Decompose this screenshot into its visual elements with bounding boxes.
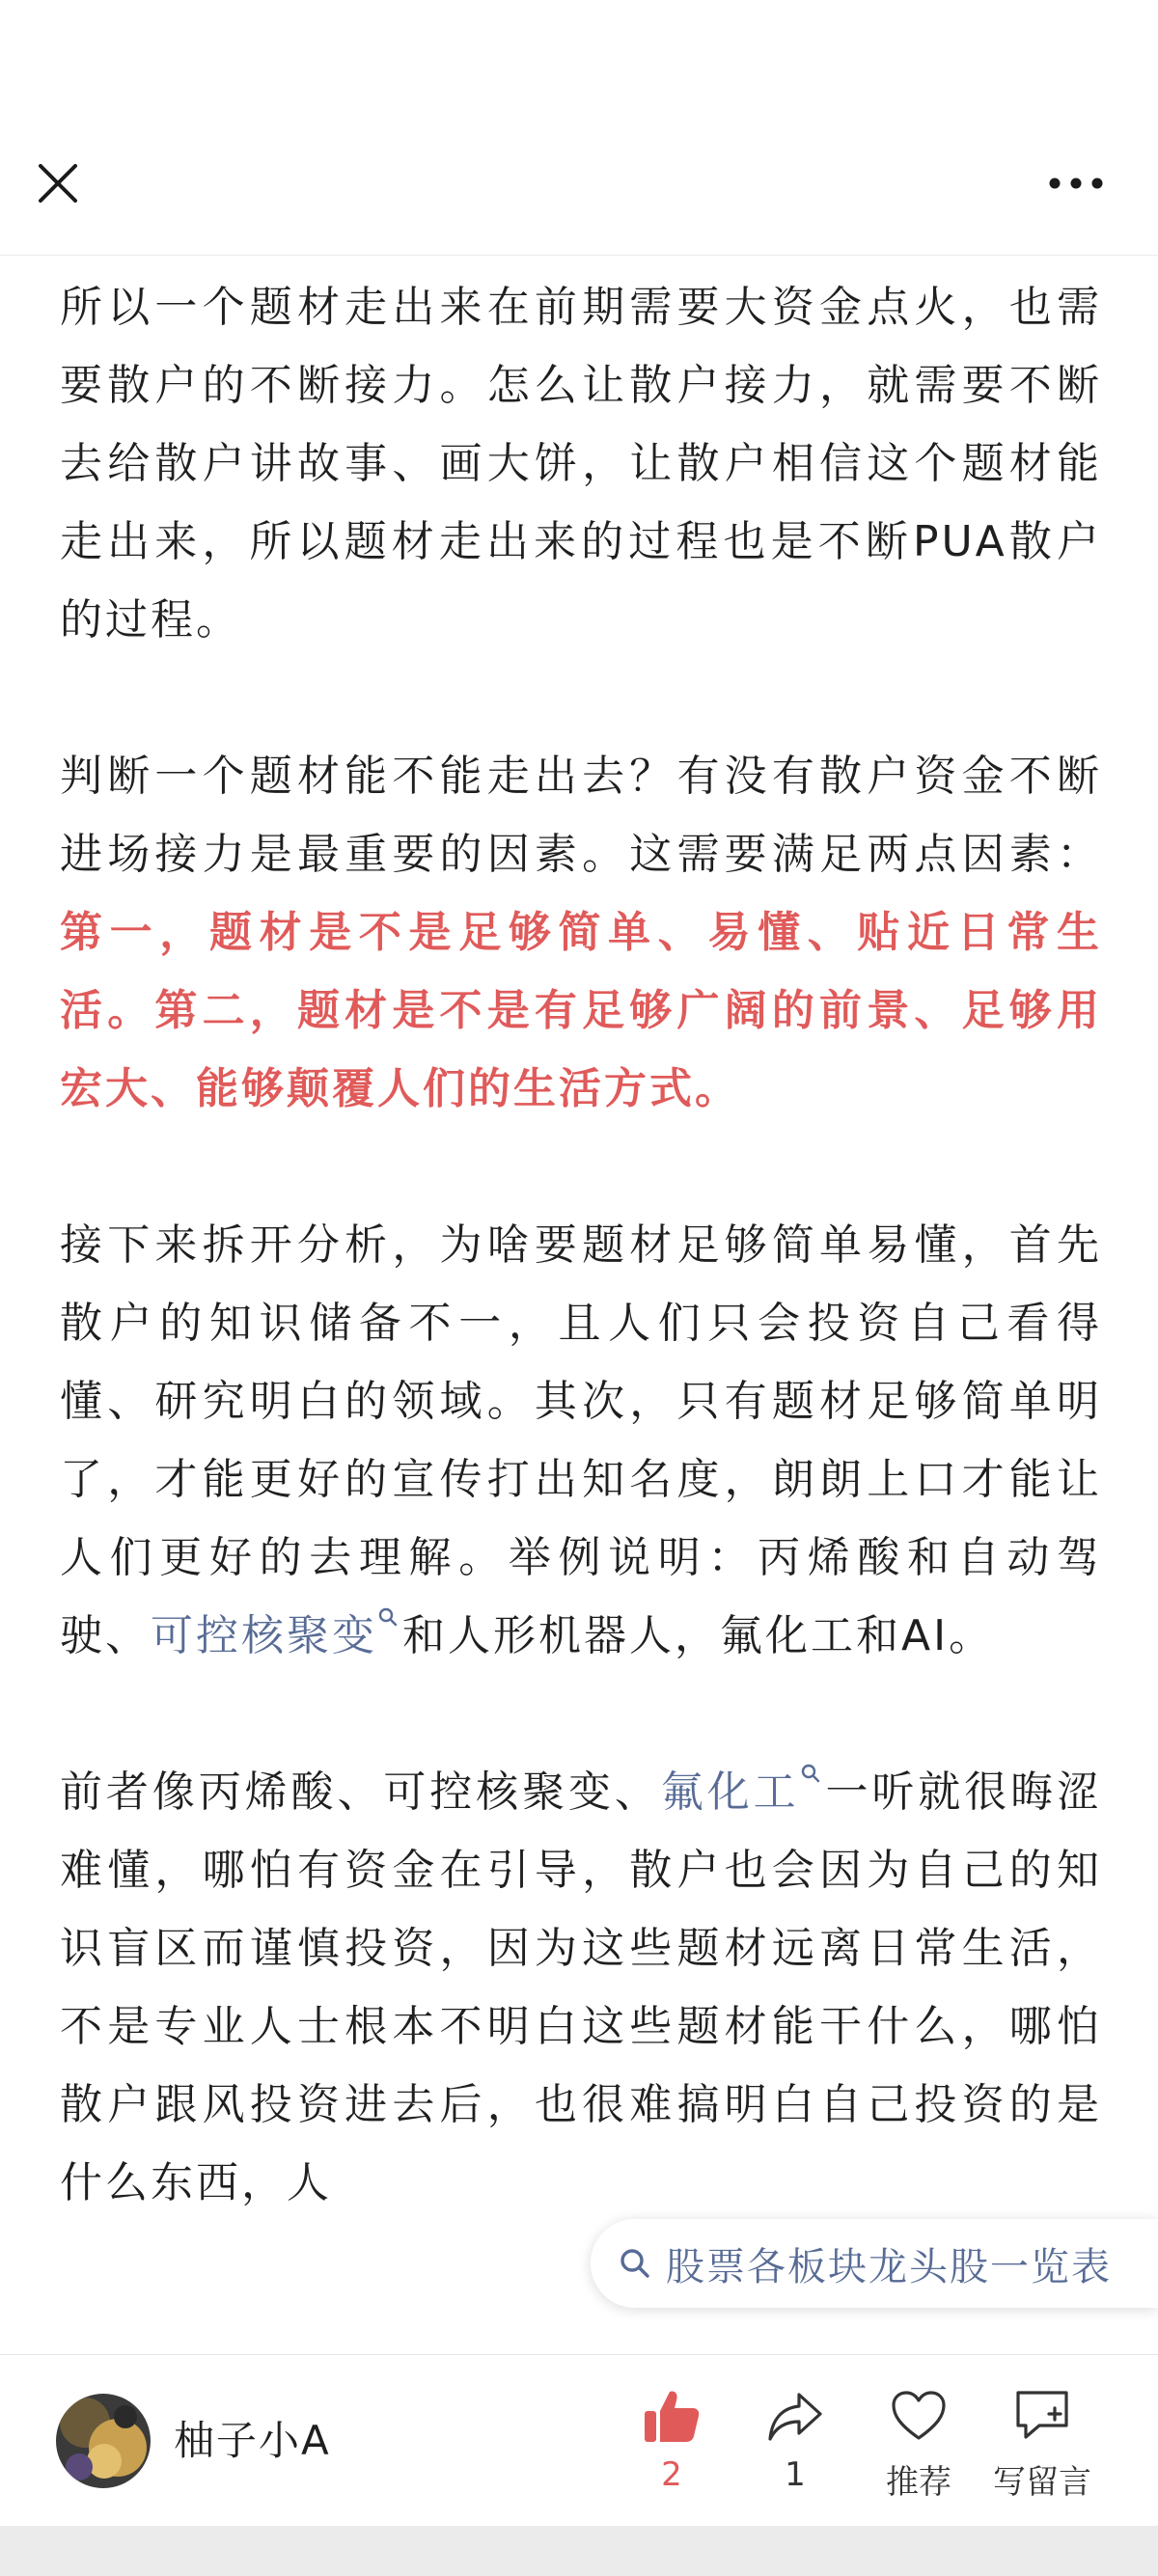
paragraph-1: 所以一个题材走出来在前期需要大资金点火，也需要散户的不断接力。怎么让散户接力，就需要不断去给散户讲故事、画大饼，让散户相信这个题材能走出来，所以题材走出来的过程也是不断PUA散户的过程。 [60, 283, 1102, 644]
related-search-chip[interactable] [591, 2219, 1158, 2308]
paragraph-3-text: 接下来拆开分析，为啥要题材足够简单易懂，首先散户的知识储备不一，且人们只会投资自己看得懂、研究明白的领域。其次，只有题材足够简单明了，才能更好的宣传打出知名度，朗朗上口才能让人们更好的去理解。举例说明：丙烯酸和自动驾驶、 [60, 1220, 1102, 1660]
keyword-link-label: 可控核聚变 [151, 1611, 377, 1660]
share-icon [766, 2389, 824, 2443]
search-icon [618, 2246, 652, 2281]
like-button[interactable] [614, 2382, 730, 2507]
article-body [60, 268, 1102, 2352]
top-bar [0, 0, 1158, 256]
related-search-label: 股票各板块龙头股一览表 [666, 2244, 1112, 2289]
paragraph-2 [60, 737, 1102, 1128]
author-name[interactable]: 柚子小A [174, 2417, 331, 2464]
bottom-bar [0, 2354, 1158, 2527]
keyword-link-label: 氟化工 [660, 1768, 800, 1817]
more-button[interactable] [1042, 154, 1110, 212]
avatar-image [56, 2394, 151, 2488]
share-count: 1 [785, 2455, 806, 2494]
comment-button[interactable] [984, 2382, 1100, 2507]
paragraph-3-text-end: 和人形机器人，氟化工和AI。 [402, 1611, 995, 1660]
recommend-button[interactable] [861, 2382, 977, 2507]
bottom-safe-area [0, 2526, 1158, 2576]
avatar[interactable] [56, 2394, 151, 2488]
more-icon [1047, 177, 1105, 190]
like-count: 2 [661, 2455, 682, 2494]
paragraph-4-text-end: 一听就很晦涩难懂，哪怕有资金在引导，散户也会因为自己的知识盲区而谨慎投资，因为这些题材远离日常生活，不是专业人士根本不明白这些题材能干什么，哪怕散户跟风投资进去后，也很难搞明白自己投资的是什么东西，人 [60, 1768, 1102, 2207]
highlight-text: 第一，题材是不是足够简单、易懂、贴近日常生活。第二，题材是不是有足够广阔的前景、足够用宏大、能够颠覆人们的生活方式。 [60, 908, 1102, 1113]
search-icon [800, 1763, 821, 1784]
comment-icon [1012, 2389, 1072, 2443]
comment-label: 写留言 [993, 2463, 1091, 2502]
paragraph-4 [60, 1753, 1102, 2222]
paragraph-3 [60, 1206, 1102, 1675]
heart-icon [890, 2390, 948, 2442]
keyword-link-fluorine[interactable] [661, 1768, 825, 1817]
search-icon [377, 1606, 399, 1628]
share-button[interactable] [737, 2382, 853, 2507]
thumbs-up-icon [643, 2388, 701, 2444]
keyword-link-fusion[interactable] [151, 1611, 402, 1660]
paragraph-2-text: 判断一个题材能不能走出去？有没有散户资金不断进场接力是最重要的因素。这需要满足两点因素： [60, 752, 1102, 879]
close-icon [35, 160, 81, 206]
close-button[interactable] [29, 154, 87, 212]
paragraph-4-text: 前者像丙烯酸、可控核聚变、 [60, 1768, 661, 1817]
recommend-label: 推荐 [886, 2463, 951, 2502]
